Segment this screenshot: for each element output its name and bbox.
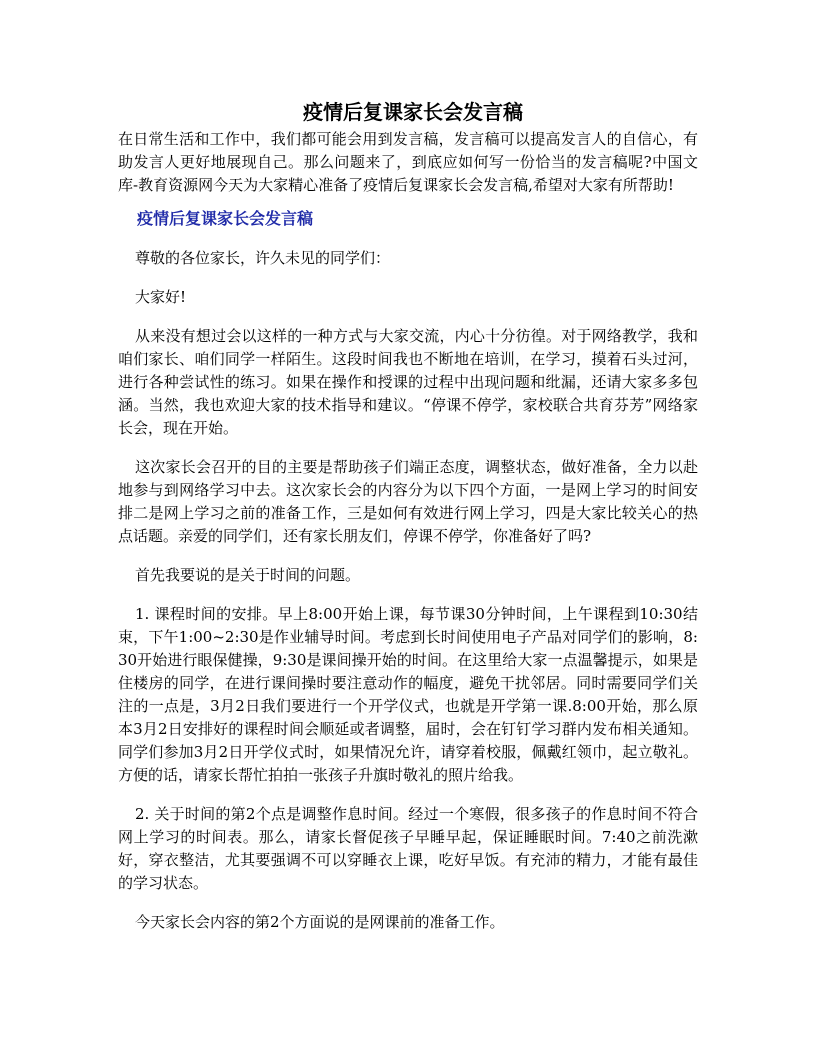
routine-paragraph: 2. 关于时间的第2个点是调整作息时间。经过一个寒假，很多孩子的作息时间不符合网上学习的时间表。那么，请家长督促孩子早睡早起，保证睡眠时间。7:40之前洗漱好，穿衣整洁，尤其要强调不可以穿睡衣上课，吃好早饭。有充沛的精力，才能有最佳的学习状态。 [118, 805, 698, 892]
preparation-paragraph: 今天家长会内容的第2个方面说的是网课前的准备工作。 [135, 913, 505, 931]
greeting-paragraph: 尊敬的各位家长，许久未见的同学们： [135, 249, 391, 267]
section-heading: 疫情后复课家长会发言稿 [137, 209, 314, 228]
intro-paragraph: 在日常生活和工作中，我们都可能会用到发言稿，发言稿可以提高发言人的自信心，有助发言人更好地展现自己。那么问题来了，到底应如何写一份恰当的发言稿呢?中国文库-教育资源网今天为大家精心准备了疫情后复课家长会发言稿,希望对大家有所帮助! [118, 130, 698, 194]
schedule-paragraph: 1. 课程时间的安排。早上8:00开始上课，每节课30分钟时间，上午课程到10:30结束，下午1:00~2:30是作业辅导时间。考虑到长时间使用电子产品对同学们的影响，8:30开始进行眼保健操，9:30是课间操开始的时间。在这里给大家一点温馨提示，如果是住楼房的同学，在进行课间操时要注意动作的幅度，避免干扰邻居。同时需要同学们关注的一点是，3月2日我们要进行一个开学仪式，也就是开学第一课.8:00开始，那么原本3月2日安排好的课程时间会顺延或者调整，届时，会在钉钉学习群内发布相关通知。同学们参加3月2日开学仪式时，如果情况允许，请穿着校服，佩戴红领巾，起立敬礼。方便的话，请家长帮忙拍拍一张孩子升旗时敬礼的照片给我。 [118, 605, 698, 784]
time-topic-paragraph: 首先我要说的是关于时间的问题。 [135, 566, 361, 584]
document-title: 疫情后复课家长会发言稿 [303, 100, 523, 124]
opening-paragraph: 从来没有想过会以这样的一种方式与大家交流，内心十分彷徨。对于网络教学，我和咱们家长、咱们同学一样陌生。这段时间我也不断地在培训，在学习，摸着石头过河，进行各种尝试性的练习。如果在操作和授课的过程中出现问题和纰漏，还请大家多多包涵。当然，我也欢迎大家的技术指导和建议。“停课不停学，家校联合共育芬芳”网络家长会，现在开始。 [118, 327, 698, 437]
hello-paragraph: 大家好! [135, 288, 187, 306]
purpose-paragraph: 这次家长会召开的目的主要是帮助孩子们端正态度，调整状态，做好准备，全力以赴地参与到网络学习中去。这次家长会的内容分为以下四个方面，一是网上学习的时间安排二是网上学习之前的准备工作，三是如何有效进行网上学习，四是大家比较关心的热点话题。亲爱的同学们，还有家长朋友们，停课不停学，你准备好了吗? [118, 458, 698, 545]
document-page [118, 96, 698, 934]
